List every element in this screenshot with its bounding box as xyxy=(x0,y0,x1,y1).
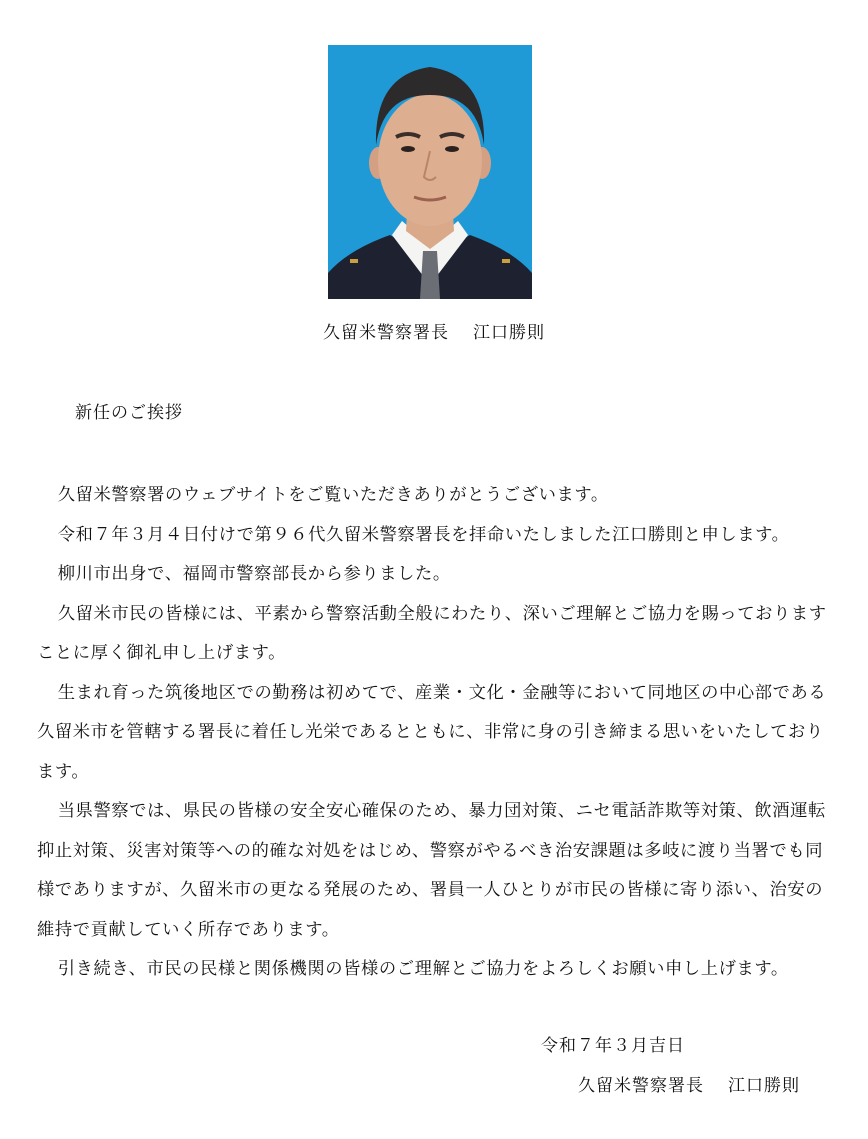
greeting-title: 新任のご挨拶 xyxy=(75,403,183,423)
paragraph-6: 当県警察では、県民の皆様の安全安心確保のため、暴力団対策、ニセ電話詐欺等対策、飲酒運転抑止対策、災害対策等への的確な対処をはじめ、警察がやるべき治安課題は多岐に渡り当署でも同様でありますが、久留米市の更なる発展のため、署員一人ひとりが市民の皆様に寄り添い、治安の維持で貢献していく所存であります。 xyxy=(37,801,826,940)
paragraph-3: 柳川市出身で、福岡市警察部長から参りました。 xyxy=(57,564,451,584)
paragraph-7: 引き続き、市民の民様と関係機関の皆様のご理解とご協力をよろしくお願い申し上げます。 xyxy=(57,959,789,979)
chief-portrait-photo xyxy=(328,45,532,299)
signature-date: 令和７年３月吉日 xyxy=(541,1036,685,1056)
paragraph-5: 生まれ育った筑後地区での勤務は初めてで、産業・文化・金融等において同地区の中心部である久留米市を管轄する署長に着任し光栄であるとともに、非常に身の引き締まる思いをいたしております。 xyxy=(37,682,827,782)
caption-position: 久留米警察署長 xyxy=(323,323,449,343)
paragraph-4: 久留米市民の皆様には、平素から警察活動全般にわたり、深いご理解とご協力を賜っておりますことに厚く御礼申し上げます。 xyxy=(37,603,827,663)
paragraph-1: 久留米警察署のウェブサイトをご覧いただきありがとうございます。 xyxy=(57,485,609,505)
signature-position: 久留米警察署長 xyxy=(578,1076,704,1096)
greeting-body xyxy=(37,476,827,990)
photo-caption xyxy=(0,318,868,343)
caption-name: 江口勝則 xyxy=(473,323,545,343)
paragraph-2: 令和７年３月４日付けで第９６代久留米警察署長を拝命いたしました江口勝則と申します。 xyxy=(57,524,790,545)
signature xyxy=(578,1071,800,1096)
portrait-illustration xyxy=(328,45,532,299)
signature-name: 江口勝則 xyxy=(728,1076,800,1096)
